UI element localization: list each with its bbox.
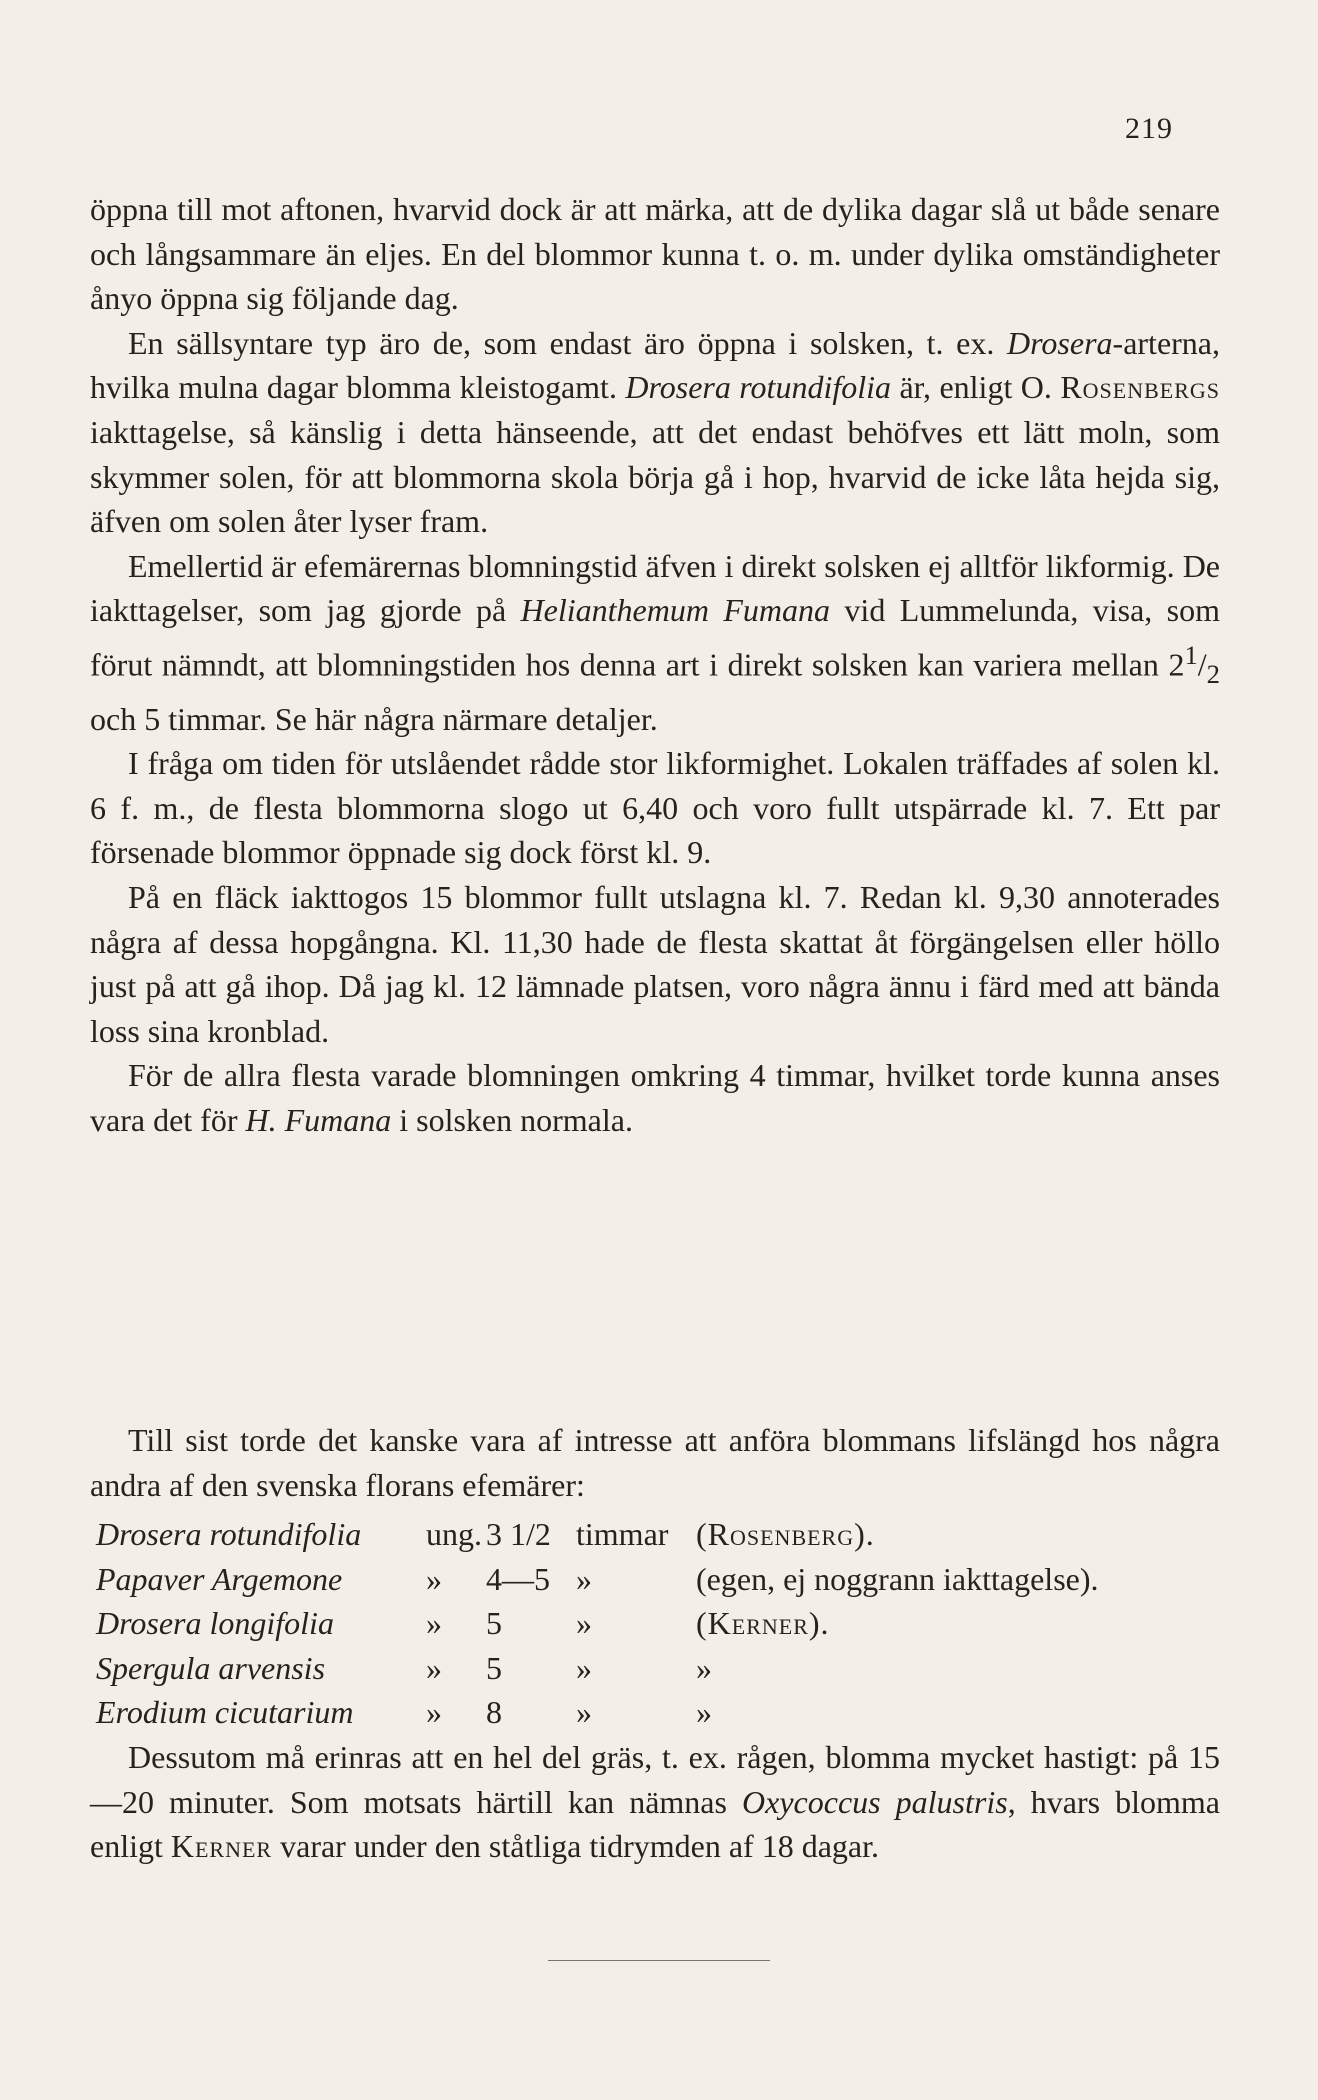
main-text xyxy=(90,187,1220,1143)
page-number: 219 xyxy=(1125,112,1173,145)
paragraph-7: Till sist torde det kanske vara af intresse att anföra blommans lifslängd hos några andra af den svenska florans efemärer: xyxy=(90,1422,1220,1503)
paragraph-8: Dessutom må erinras att en hel del gräs, t. ex. rågen, blomma mycket hastigt: på 15—20 minuter. Som motsats härtill kan nämnas Oxycoccus palustris, hvars blomma enligt Kerner varar under den ståtliga tidrymden af 18 dagar. xyxy=(90,1739,1221,1865)
paragraph-3: Emellertid är efemärernas blomningstid äfven i direkt solsken ej alltför likformig. De iakttagelser, som jag gjorde på Helianthemum Fumana vid Lummelunda, visa, som förut nämndt, att blomningstiden hos denna art i direkt solsken kan variera mellan $2^1/_2$ och 5 timmar. Se här några närmare detaljer. xyxy=(90,547,1221,737)
paragraph-5: På en fläck iakttogos 15 blommor fullt utslagna kl. 7. Redan kl. 9,30 annoterades några af dessa hopgångna. Kl. 11,30 hade de flesta skattat åt förgängelsen eller höllo just på att gå ihop. Då jag kl. 12 lämnade platsen, voro några ännu i färd med att bända loss sina kronblad. xyxy=(90,878,1220,1049)
closing-text xyxy=(90,1735,1220,1869)
paragraph-6: För de allra flesta varade blomningen omkring 4 timmar, hvilket torde kunna anses vara det för H. Fumana i solsken normala. xyxy=(90,1057,1220,1138)
species-helianthemum: Helianthemum Fumana xyxy=(520,592,831,629)
species-h-fumana: H. Fumana xyxy=(245,1101,392,1138)
species-drosera-rotundifolia: Drosera rotundifolia xyxy=(625,369,892,406)
paragraph-4: I fråga om tiden för utslåendet rådde stor likformighet. Lokalen träffades af solen kl. 6 f. m., de flesta blommorna slogo ut 6,40 och voro fullt utspärrade kl. 7. Ett par försenade blommor öppnade sig dock först kl. 9. xyxy=(90,745,1220,871)
list-item: Erodium cicutarium » 8 » » xyxy=(96,1694,712,1731)
list-item: Papaver Argemone » 4—5 » (egen, ej noggrann iakttagelse). xyxy=(96,1560,1099,1597)
lifespan-list xyxy=(96,1512,1246,1735)
author-kerner: Kerner xyxy=(170,1828,273,1865)
list-item: Drosera longifolia » 5 » (Kerner). xyxy=(96,1605,830,1642)
list-item: Drosera rotundifolia ung. 3 1/2 timmar (Rosenberg). xyxy=(96,1516,875,1552)
author-rosenberg: Rosenbergs xyxy=(1060,369,1221,406)
list-item: Spergula arvensis » 5 » » xyxy=(96,1649,712,1686)
paragraph-2: En sällsyntare typ äro de, som endast äro öppna i solsken, t. ex. Drosera-arterna, hvilka mulna dagar blomma kleistogamt. Drosera rotundifolia är, enligt O. Rosenbergs iakttagelse, så känslig i detta hänseende, att det endast behöfves ett lätt moln, som skymmer solen, för att blommorna skola börja gå i hop, hvarvid de icke låta hejda sig, äfven om solen åter lyser fram. xyxy=(90,324,1221,540)
species-drosera: Drosera xyxy=(1007,324,1113,361)
species-oxycoccus: Oxycoccus palustris xyxy=(742,1783,1008,1820)
paragraph-1: öppna till mot aftonen, hvarvid dock är att märka, att de dylika dagar slå ut både senare och långsammare än eljes. En del blommor kunna t. o. m. under dylika omständigheter ånyo öppna sig följande dag. xyxy=(90,191,1220,317)
divider xyxy=(548,1960,770,1961)
intro-text xyxy=(90,1418,1220,1507)
